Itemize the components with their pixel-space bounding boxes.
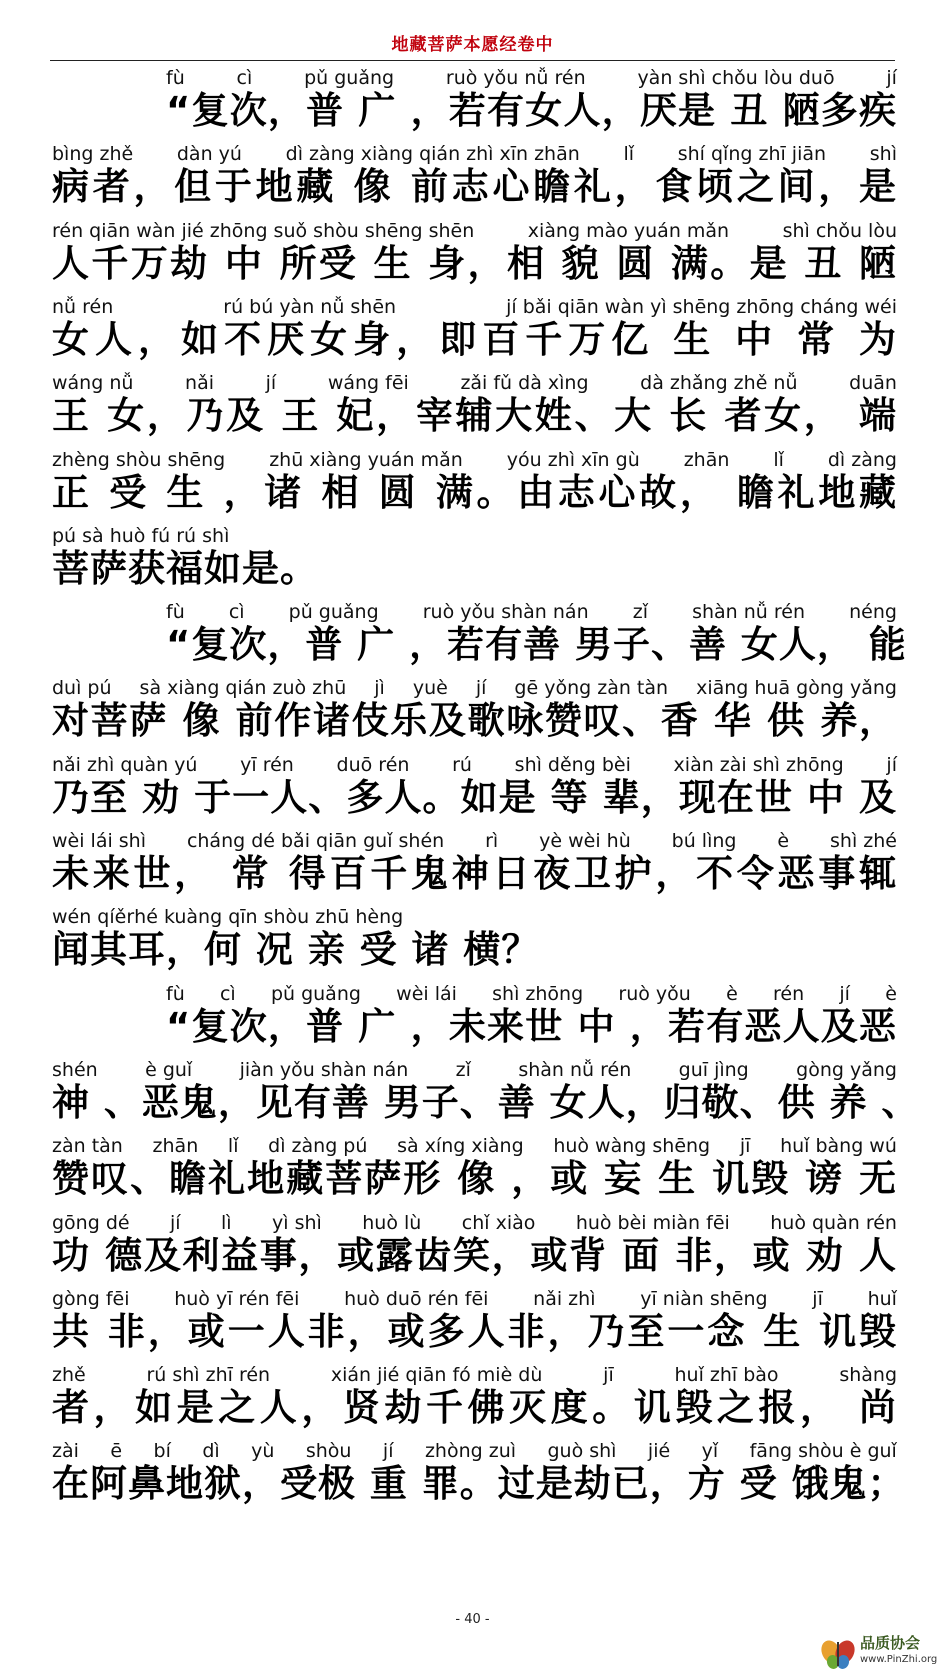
pinyin-segment: bú lìng xyxy=(671,830,737,852)
pinyin-segment: shàng xyxy=(839,1364,897,1387)
pinyin-segment: pǔ guǎng xyxy=(288,601,379,624)
pinyin-segment: zhū xiàng yuán mǎn xyxy=(269,448,463,471)
pinyin-segment: nǎi xyxy=(185,372,215,395)
pinyin-segment: dì zàng xiàng qián zhì xīn zhān xyxy=(285,143,580,166)
pinyin-segment: jí xyxy=(886,753,897,776)
pinyin-segment: chǐ xiào xyxy=(461,1211,536,1234)
pinyin-segment: lǐ xyxy=(773,448,784,471)
pinyin-segment: ruò yǒu nǚ rén xyxy=(445,67,586,89)
pinyin-segment: pǔ guǎng xyxy=(304,67,395,89)
pinyin-segment: jí xyxy=(475,677,487,700)
verse-line xyxy=(52,1058,920,1140)
pinyin-segment: jí xyxy=(839,982,850,1005)
pinyin-segment: yǐ xyxy=(701,1440,719,1463)
chinese-text-line: 神 、恶鬼，见有善 男子、善 女人，归敬、供 养 、 xyxy=(52,1080,920,1124)
pinyin-segment: è xyxy=(777,830,790,852)
pinyin-segment: jí xyxy=(265,372,277,395)
header-divider xyxy=(50,60,895,61)
pinyin-segment: dì zàng xyxy=(827,448,897,471)
pinyin-segment: huǐ bàng wú xyxy=(780,1135,897,1158)
pinyin-segment: rén qiān wàn jié zhōng suǒ shòu shēng shēn xyxy=(52,219,475,242)
pinyin-segment: rú bú yàn nǚ shēn xyxy=(223,295,397,318)
verse-line xyxy=(52,905,539,987)
verse-line xyxy=(52,371,897,453)
pinyin-segment: fù xyxy=(166,601,185,624)
chinese-text-line: 闻其耳，何 况 亲 受 诸 横？ xyxy=(52,928,540,972)
pinyin-segment: guò shì xyxy=(547,1440,617,1463)
chinese-text-line: 菩萨获福如是。 xyxy=(52,546,318,590)
pinyin-segment: jí xyxy=(886,67,897,89)
verse-line xyxy=(52,829,897,911)
verse-line xyxy=(52,1439,906,1521)
chinese-text-line: 未来世， 常 得百千鬼神日夜卫护，不令恶事辄 xyxy=(52,852,897,895)
verse-line xyxy=(52,1134,897,1216)
pinyin-segment: gòng yǎng xyxy=(796,1058,897,1081)
butterfly-logo-icon xyxy=(818,1632,858,1672)
pinyin-segment: duō rén xyxy=(336,753,410,776)
pinyin-segment: shén xyxy=(52,1058,98,1081)
pinyin-segment: bí xyxy=(153,1440,171,1463)
pinyin-segment: zhèng shòu shēng xyxy=(52,448,226,471)
pinyin-segment: ē xyxy=(110,1440,123,1463)
pinyin-segment: cì xyxy=(228,601,245,624)
pinyin-segment: dì xyxy=(202,1440,220,1463)
pinyin-segment: duì pú xyxy=(52,677,112,700)
pinyin-segment: fù xyxy=(166,982,185,1005)
pinyin-segment: jī xyxy=(812,1287,823,1310)
pinyin-segment: gōng dé xyxy=(52,1211,130,1234)
chinese-text-line: 女人，如不厌女身，即百千万亿 生 中 常 为 xyxy=(52,317,897,361)
pinyin-segment: lǐ xyxy=(623,143,635,166)
pinyin-segment: huò lù xyxy=(362,1211,422,1234)
pinyin-segment: huò duō rén fēi xyxy=(344,1287,489,1310)
pinyin-segment: è xyxy=(726,982,738,1005)
verse-line xyxy=(52,1363,897,1445)
pinyin-segment: huò quàn rén xyxy=(770,1211,897,1234)
pinyin-segment: jiàn yǒu shàn nán xyxy=(239,1058,409,1081)
pinyin-segment: huǐ xyxy=(867,1287,897,1310)
pinyin-segment: cháng dé bǎi qiān guǐ shén xyxy=(186,830,445,852)
pinyin-segment: yóu zhì xīn gù xyxy=(506,448,640,471)
pinyin-segment: zhān xyxy=(683,448,730,471)
pinyin-segment: yuè xyxy=(412,677,448,700)
pinyin-segment: shàn nǚ rén xyxy=(518,1058,632,1081)
verse-line xyxy=(166,66,897,148)
verse-line xyxy=(52,448,897,530)
pinyin-segment: zài xyxy=(52,1440,79,1463)
pinyin-segment: yàn shì chǒu lòu duō xyxy=(637,67,835,89)
pinyin-segment: dàn yú xyxy=(176,143,242,166)
pinyin-segment: nǎi zhì xyxy=(533,1287,596,1310)
pinyin-segment: ěr xyxy=(114,906,135,929)
pinyin-segment: jī xyxy=(603,1364,614,1387)
pinyin-segment: zǎi fǔ dà xìng xyxy=(460,372,589,395)
pinyin-segment: sà xíng xiàng xyxy=(397,1135,524,1158)
chinese-text-line: 正 受 生 ，诸 相 圆 满。由志心故， 瞻礼地藏 xyxy=(52,470,897,514)
chinese-text-line: 赞叹、瞻礼地藏菩萨形 像 ，或 妄 生 讥毁 谤 无 xyxy=(52,1157,897,1201)
chinese-text-line: 功 德及利益事，或露齿笑，或背 面 非，或 劝 人 xyxy=(52,1233,897,1277)
pinyin-segment: nǚ rén xyxy=(52,295,114,318)
pinyin-segment: wén qí xyxy=(52,906,115,929)
pinyin-segment: xián jié qiān fó miè dù xyxy=(330,1364,543,1387)
page-header-title: 地藏菩萨本愿经卷中 xyxy=(391,35,554,55)
pinyin-segment: néng xyxy=(849,601,897,624)
verse-line xyxy=(52,295,897,377)
pinyin-segment: guī jìng xyxy=(678,1058,749,1081)
logo-url: www.PinZhi.org xyxy=(860,1654,938,1665)
pinyin-segment: fāng shòu è guǐ xyxy=(749,1440,897,1463)
pinyin-segment: pǔ guǎng xyxy=(270,982,361,1005)
pinyin-segment: jié xyxy=(647,1440,671,1463)
chinese-text-line: 者，如是之人，贤劫千佛灭度。讥毁之报， 尚 xyxy=(52,1386,897,1430)
pinyin-segment: yī niàn shēng xyxy=(640,1287,768,1310)
pinyin-segment: jí xyxy=(170,1211,181,1234)
pinyin-segment: xiāng huā gòng yǎng xyxy=(696,677,897,700)
pinyin-segment: bìng zhě xyxy=(52,143,134,166)
verse-line xyxy=(52,142,897,224)
pinyin-segment: nǎi zhì quàn yú xyxy=(52,753,198,776)
pinyin-segment: pú sà huò fú rú shì xyxy=(52,524,230,547)
pinyin-segment: rú shì zhī rén xyxy=(146,1364,271,1387)
pinyin-segment: jí bǎi qiān wàn yì shēng zhōng cháng wéi xyxy=(506,295,897,318)
pinyin-segment: è xyxy=(885,982,897,1005)
pinyin-segment: lǐ xyxy=(227,1135,239,1158)
pinyin-segment: ruò yǒu shàn nán xyxy=(422,601,589,624)
pinyin-segment: gē yǒng zàn tàn xyxy=(514,677,669,700)
pinyin-segment: ruò yǒu xyxy=(618,982,691,1005)
pinyin-segment: shì xyxy=(869,143,897,166)
logo-title: 品质协会 xyxy=(860,1634,921,1652)
verse-line xyxy=(52,1211,897,1293)
site-logo xyxy=(818,1628,938,1676)
pinyin-segment: jī xyxy=(739,1135,751,1158)
pinyin-segment: è guǐ xyxy=(145,1058,193,1081)
pinyin-segment: sà xiàng qián zuò zhū xyxy=(139,677,347,700)
chinese-text-line: “复次，普 广 ，未来世 中 ，若有恶人及恶 xyxy=(166,1004,897,1048)
pinyin-segment: yì shì xyxy=(272,1211,322,1234)
pinyin-segment: yī rén xyxy=(240,753,294,776)
chinese-text-line: 王 女，乃及 王 妃，宰辅大姓、大 长 者女， 端 xyxy=(52,394,897,438)
pinyin-segment: shì zhōng xyxy=(492,982,584,1005)
pinyin-segment: lì xyxy=(221,1211,232,1234)
pinyin-segment: shì děng bèi xyxy=(514,753,631,776)
pinyin-segment: xiàn zài shì zhōng xyxy=(673,753,844,776)
pinyin-segment: zhān xyxy=(152,1135,199,1158)
chinese-text-line: 病者，但于地藏 像 前志心瞻礼，食顷之间，是 xyxy=(52,165,897,209)
pinyin-segment: wáng nǚ xyxy=(52,372,134,395)
pinyin-segment: zàn tàn xyxy=(52,1135,123,1158)
pinyin-segment: hé kuàng qīn shòu zhū hèng xyxy=(134,906,404,929)
page-number: - 40 - xyxy=(455,1612,490,1627)
pinyin-segment: rì xyxy=(485,830,499,852)
pinyin-segment: cì xyxy=(219,982,236,1005)
chinese-text-line: 在阿鼻地狱，受极 重 罪。过是劫已，方 受 饿鬼； xyxy=(52,1462,906,1506)
pinyin-segment: huǐ zhī bào xyxy=(674,1364,779,1387)
pinyin-segment: rú xyxy=(452,753,472,776)
pinyin-segment: yè wèi hù xyxy=(539,830,631,852)
pinyin-segment: xiàng mào yuán mǎn xyxy=(527,219,730,242)
verse-line xyxy=(166,600,907,682)
chinese-text-line: 对菩萨 像 前作诸伎乐及歌咏赞叹、香 华 供 养， xyxy=(52,699,897,743)
pinyin-segment: zǐ xyxy=(632,601,648,624)
pinyin-segment: shàn nǚ rén xyxy=(692,601,805,624)
verse-line xyxy=(166,982,897,1064)
pinyin-segment: dà zhǎng zhě nǚ xyxy=(640,372,798,395)
pinyin-segment: rén xyxy=(773,982,805,1005)
pinyin-segment: shòu xyxy=(305,1440,352,1463)
pinyin-segment: wèi lái shì xyxy=(52,830,147,852)
verse-line xyxy=(52,753,897,835)
pinyin-segment: yù xyxy=(251,1440,275,1463)
pinyin-segment: zhòng zuì xyxy=(424,1440,517,1463)
pinyin-segment: zǐ xyxy=(455,1058,471,1081)
pinyin-segment: wèi lái xyxy=(396,982,457,1005)
pinyin-segment: shì chǒu lòu xyxy=(782,219,897,242)
chinese-text-line: “复次，普 广 ，若有女人，厌是 丑 陋多疾 xyxy=(166,89,897,132)
pinyin-segment: huò bèi miàn fēi xyxy=(575,1211,730,1234)
chinese-text-line: “复次，普 广 ，若有善 男子、善 女人， 能 xyxy=(166,623,907,667)
pinyin-segment: jí xyxy=(382,1440,394,1463)
pinyin-segment: wáng fēi xyxy=(327,372,409,395)
verse-line xyxy=(52,219,897,301)
pinyin-segment: jì xyxy=(374,677,385,700)
chinese-text-line: 人千万劫 中 所受 生 身，相 貌 圆 满。是 丑 陋 xyxy=(52,241,897,285)
chinese-text-line: 共 非，或一人非，或多人非，乃至一念 生 讥毁 xyxy=(52,1309,897,1353)
verse-line xyxy=(52,676,897,758)
pinyin-segment: shí qǐng zhī jiān xyxy=(677,143,827,166)
pinyin-segment: duān xyxy=(849,372,897,395)
pinyin-segment: gòng fēi xyxy=(52,1287,130,1310)
pinyin-segment: fù xyxy=(166,67,185,89)
pinyin-segment: dì zàng pú xyxy=(268,1135,368,1158)
pinyin-segment: huò wàng shēng xyxy=(553,1135,711,1158)
verse-line xyxy=(52,1287,897,1369)
chinese-text-line: 乃至 劝 于一人、多人。如是 等 辈，现在世 中 及 xyxy=(52,775,897,819)
pinyin-segment: shì zhé xyxy=(830,830,897,852)
pinyin-segment: zhě xyxy=(52,1364,86,1387)
verse-line xyxy=(52,524,318,606)
pinyin-segment: huò yī rén fēi xyxy=(174,1287,300,1310)
pinyin-segment: cì xyxy=(236,67,253,89)
